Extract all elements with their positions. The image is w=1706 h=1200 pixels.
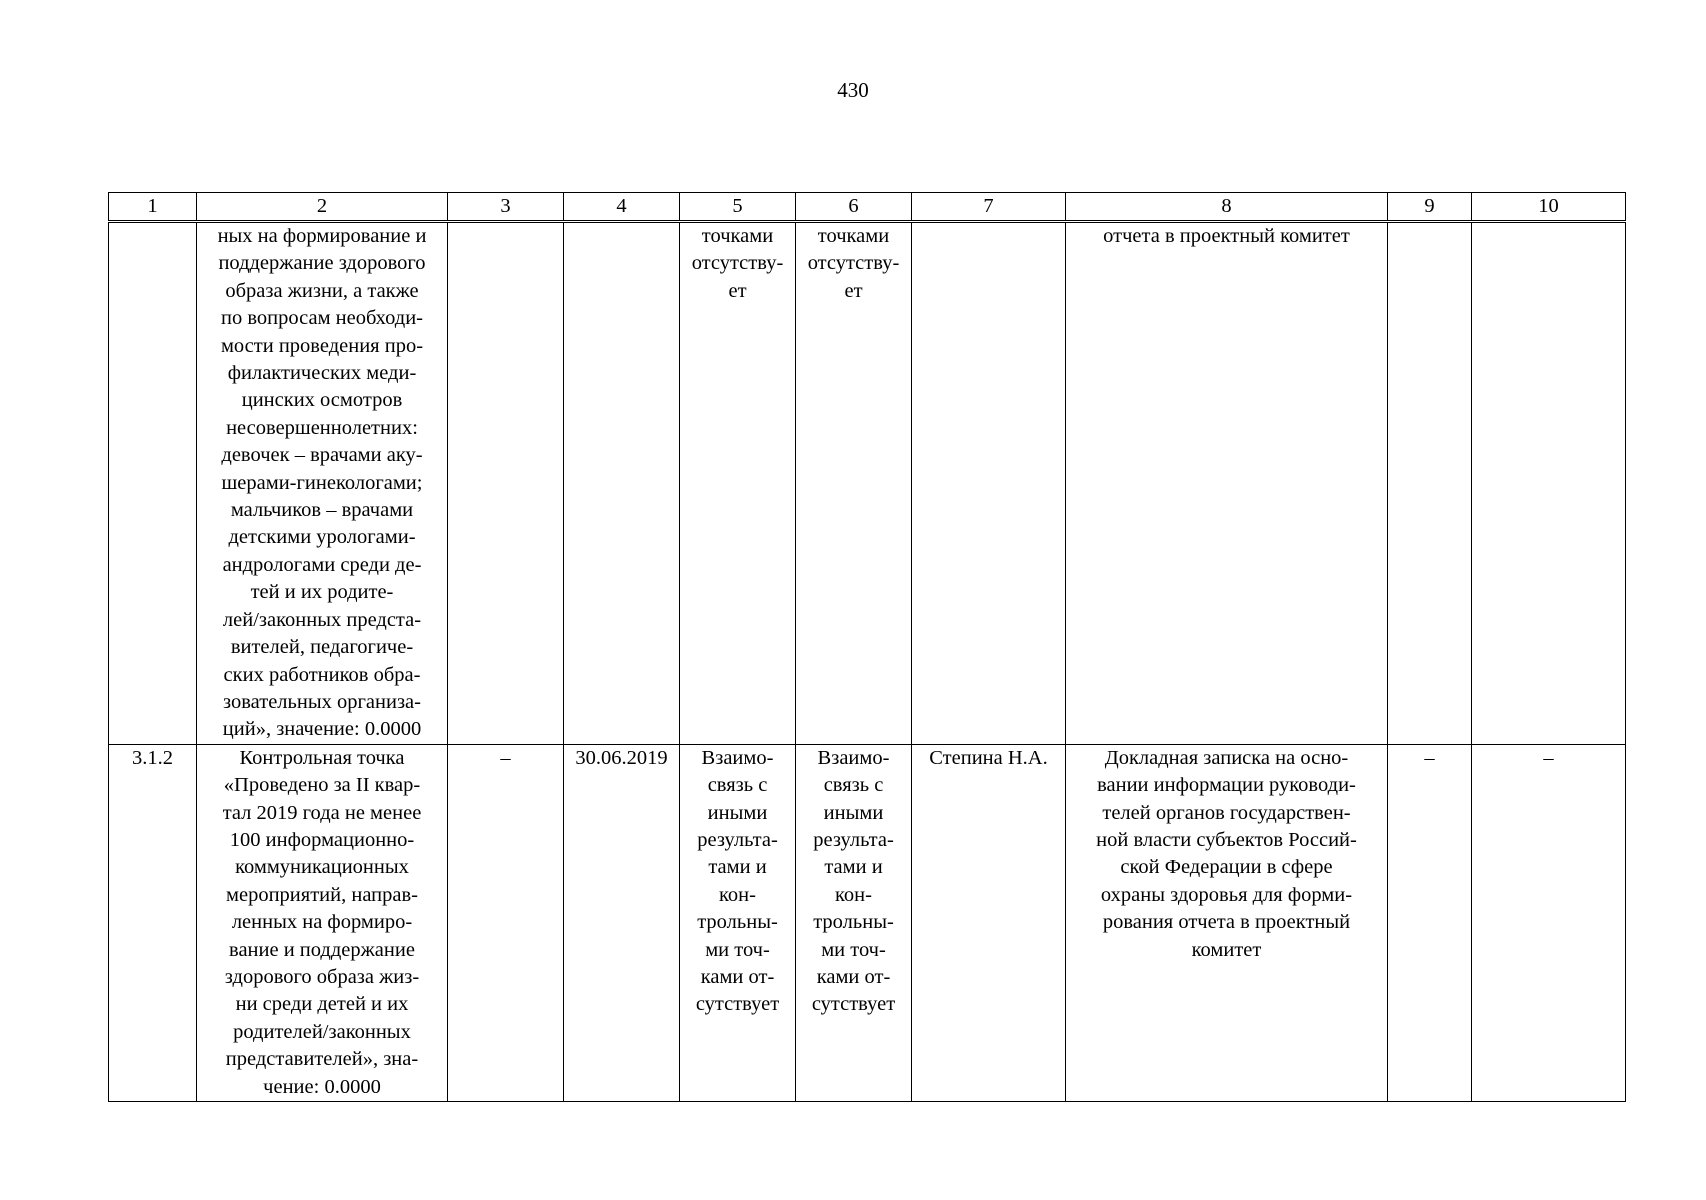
column-header-7: 7	[912, 193, 1066, 222]
description-line: чение: 0.0000	[263, 1075, 381, 1098]
row-continued-description-cell	[197, 222, 448, 745]
description-line: представителей», зна-	[225, 1048, 419, 1071]
table-row-3-1-2	[109, 744, 1626, 1101]
col5-line: точками	[701, 225, 774, 247]
col6-line: точками	[817, 225, 890, 247]
description-line: ленных на формиро-	[231, 911, 413, 934]
row-continued-col10-cell	[1472, 222, 1626, 745]
col6-line: ми точ-	[821, 938, 886, 961]
description-line: ских работников обра-	[223, 663, 421, 686]
col6-line: тами и	[824, 856, 883, 879]
row-continued-date-cell	[564, 222, 680, 745]
result-line: вании информации руководи-	[1097, 774, 1356, 797]
description-line: филактических меди-	[227, 362, 417, 385]
col6-line: кон-	[835, 883, 872, 906]
col6-line: отсутству-	[807, 252, 900, 275]
result-line: рования отчета в проектный	[1102, 911, 1351, 934]
col5-line: связь с	[707, 774, 768, 797]
row-continued-result-cell	[1066, 222, 1388, 745]
col5-line: Взаимо-	[701, 746, 774, 769]
description-line: ных на формирование и	[217, 225, 427, 247]
result-line: ной власти субъектов Россий-	[1096, 828, 1357, 851]
column-header-9: 9	[1388, 193, 1472, 222]
description-line: ций», значение: 0.0000	[222, 718, 422, 741]
description-line: «Проведено за II квар-	[223, 774, 421, 797]
page-number: 430	[837, 78, 869, 102]
description-line: мальчиков – врачами	[230, 499, 414, 522]
description-line: ни среди детей и их	[235, 993, 409, 1016]
description-line: образа жизни, а также	[225, 279, 419, 302]
description-line: зовательных организа-	[223, 690, 421, 713]
description-line: тал 2019 года не менее	[222, 801, 422, 824]
row-continued-col5-cell	[680, 222, 796, 745]
col6-line: связь с	[823, 774, 884, 797]
description-line: цинских осмотров	[241, 389, 403, 412]
col6-line: результа-	[813, 828, 894, 851]
row-date-cell: 30.06.2019	[564, 744, 680, 1101]
column-header-6: 6	[796, 193, 912, 222]
row-number-cell: 3.1.2	[109, 744, 197, 1101]
row-continued-col3-cell	[448, 222, 564, 745]
col5-line: трольны-	[697, 911, 778, 934]
row-continued-col6-cell	[796, 222, 912, 745]
column-number-header-row	[109, 193, 1626, 222]
col5-line: иными	[707, 801, 768, 824]
col5-line: сутствует	[695, 993, 780, 1016]
result-line: комитет	[1191, 938, 1262, 961]
row-col10-cell: –	[1472, 744, 1626, 1101]
row-col6-cell	[796, 744, 912, 1101]
description-line: коммуникационных	[235, 856, 409, 879]
column-header-8: 8	[1066, 193, 1388, 222]
description-line: родителей/законных	[233, 1020, 411, 1043]
description-line: по вопросам необходи-	[221, 307, 423, 330]
col6-line: трольны-	[813, 911, 894, 934]
result-line: ской Федерации в сфере	[1120, 856, 1333, 879]
description-line: мости проведения про-	[220, 334, 424, 357]
description-line: Контрольная точка	[239, 746, 405, 769]
col5-line: ками от-	[700, 965, 775, 988]
row-continued-responsible-cell	[912, 222, 1066, 745]
description-line: шерами-гинекологами;	[221, 471, 423, 494]
description-line: поддержание здорового	[218, 252, 426, 275]
column-header-10: 10	[1472, 193, 1626, 222]
column-header-2: 2	[197, 193, 448, 222]
col6-line: иными	[823, 801, 884, 824]
table-row-continued	[109, 222, 1626, 745]
column-header-1: 1	[109, 193, 197, 222]
col5-line: результа-	[697, 828, 778, 851]
description-line: тей и их родите-	[250, 581, 394, 604]
col5-line: ет	[728, 279, 747, 302]
col6-line: ет	[844, 279, 863, 302]
description-line: 100 информационно-	[229, 828, 415, 851]
description-line: вителей, педагогиче-	[230, 636, 414, 659]
result-line: Докладная записка на осно-	[1104, 746, 1349, 769]
description-line: мероприятий, направ-	[226, 883, 418, 906]
result-line: охраны здоровья для форми-	[1100, 883, 1353, 906]
result-line: отчета в проектный комитет	[1103, 225, 1350, 247]
description-line: лей/законных предста-	[222, 608, 422, 631]
document-table	[108, 192, 1626, 1102]
row-continued-number-cell	[109, 222, 197, 745]
col5-line: тами и	[708, 856, 767, 879]
col5-line: отсутству-	[691, 252, 784, 275]
col5-line: ми точ-	[705, 938, 770, 961]
row-col9-cell: –	[1388, 744, 1472, 1101]
col6-line: ками от-	[816, 965, 891, 988]
row-responsible-cell: Степина Н.А.	[912, 744, 1066, 1101]
row-description-cell	[197, 744, 448, 1101]
column-header-4: 4	[564, 193, 680, 222]
column-header-3: 3	[448, 193, 564, 222]
row-continued-col9-cell	[1388, 222, 1472, 745]
col6-line: сутствует	[811, 993, 896, 1016]
col5-line: кон-	[719, 883, 756, 906]
description-line: несовершеннолетних:	[226, 416, 418, 439]
description-line: девочек – врачами аку-	[221, 444, 423, 467]
result-line: телей органов государствен-	[1102, 801, 1351, 824]
row-col3-cell: –	[448, 744, 564, 1101]
description-line: вание и поддержание	[229, 938, 415, 961]
col6-line: Взаимо-	[817, 746, 890, 769]
row-col5-cell	[680, 744, 796, 1101]
column-header-5: 5	[680, 193, 796, 222]
row-result-cell	[1066, 744, 1388, 1101]
description-line: андрологами среди де-	[222, 553, 422, 576]
description-line: детскими урологами-	[228, 526, 416, 549]
description-line: здорового образа жиз-	[224, 965, 420, 988]
